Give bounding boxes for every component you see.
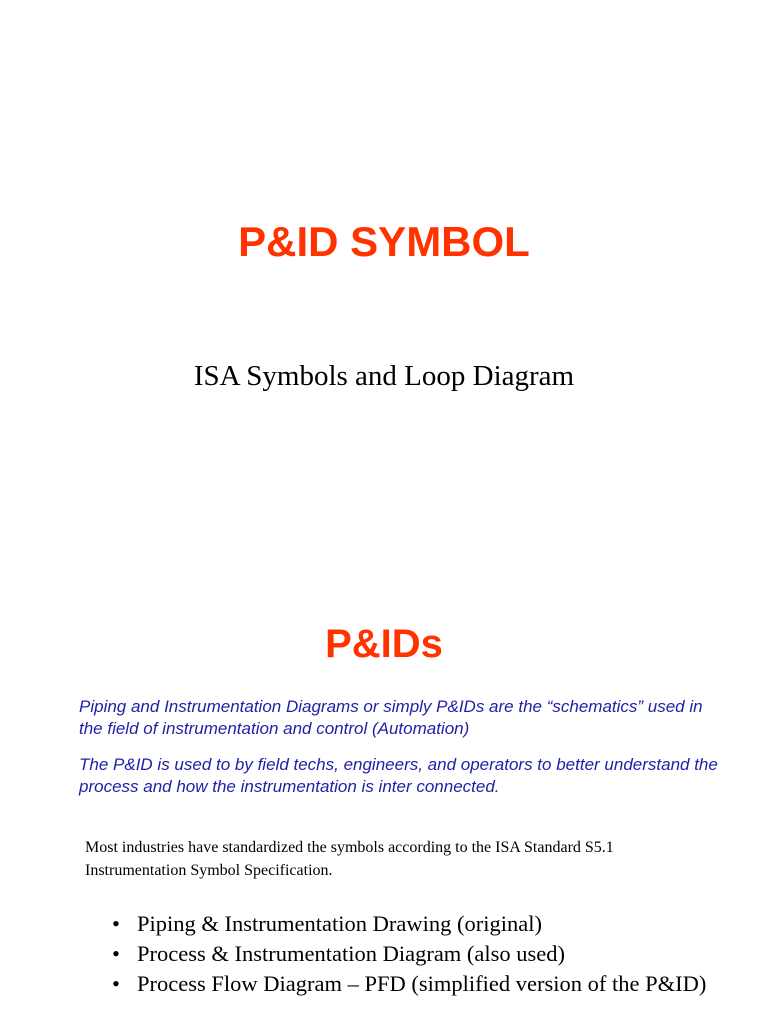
list-item-text: Process & Instrumentation Diagram (also used): [137, 941, 566, 966]
list-item-text: Piping & Instrumentation Drawing (original): [137, 911, 542, 936]
list-item: [112, 972, 732, 995]
slide-title: P&ID SYMBOL: [238, 218, 530, 265]
term-list: [112, 912, 732, 1002]
list-item: [112, 912, 732, 935]
bullet-icon: •: [112, 971, 120, 996]
intro-paragraph-usage: The P&ID is used to by field techs, engineers, and operators to better understand the process and how the instrumentation is inter connected.: [79, 755, 718, 796]
bullet-icon: •: [112, 941, 120, 966]
pids-slide: [0, 560, 768, 1024]
section-title: P&IDs: [325, 622, 443, 666]
slide-subtitle: ISA Symbols and Loop Diagram: [193, 360, 575, 392]
list-item: [112, 942, 732, 965]
bullet-icon: •: [112, 911, 120, 936]
standard-note: Most industries have standardized the symbols according to the ISA Standard S5.1 Instrumentation Symbol Specification.: [85, 839, 614, 879]
intro-paragraph-definition: Piping and Instrumentation Diagrams or simply P&IDs are the “schematics” used in the field of instrumentation and control (Automation): [79, 697, 703, 738]
list-item-text: Process Flow Diagram – PFD (simplified version of the P&ID): [137, 971, 707, 996]
